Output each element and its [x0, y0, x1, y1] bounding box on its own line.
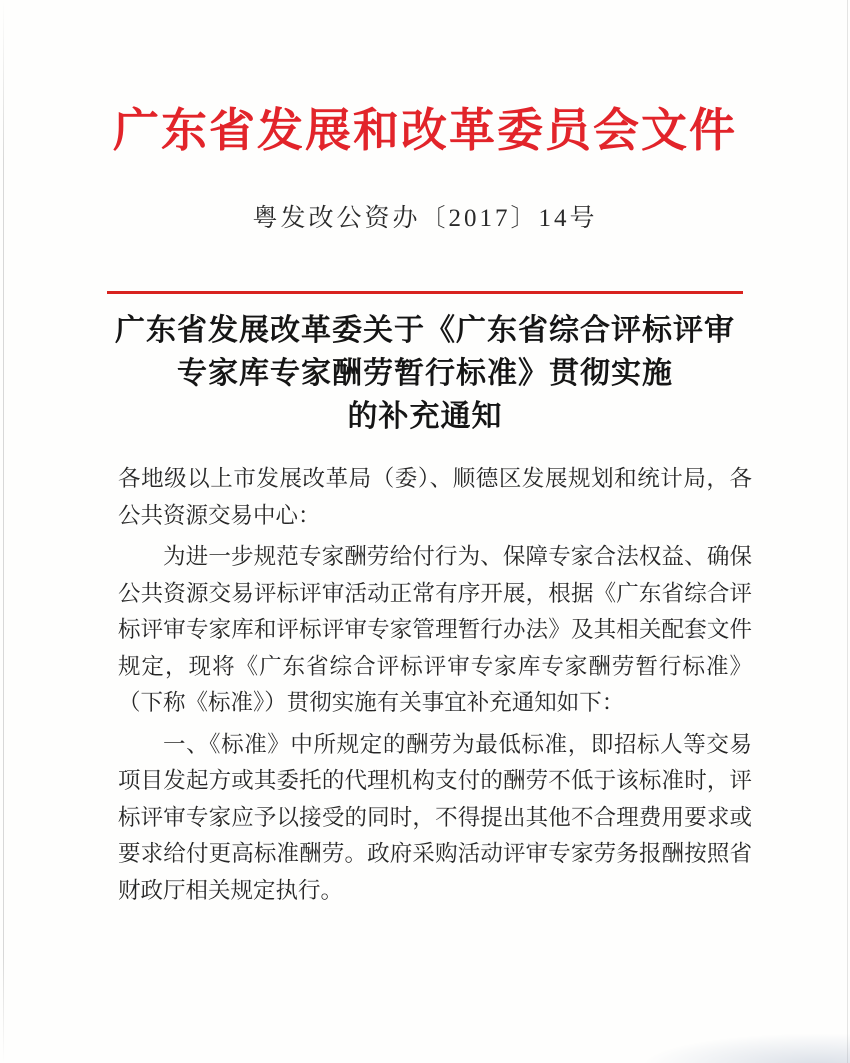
- scan-corner-smudge: [640, 1033, 850, 1063]
- document-body: [118, 461, 752, 909]
- scan-edge-right: [847, 0, 848, 1063]
- notice-title-line: 广东省发展改革委关于《广东省综合评标评审: [115, 314, 735, 347]
- agency-header-title: 广东省发展和改革委员会文件: [113, 105, 737, 156]
- scan-edge-left: [3, 0, 4, 1063]
- red-divider-line: [107, 291, 743, 294]
- body-paragraph: 一、《标准》中所规定的酬劳为最低标准，即招标人等交易项目发起方或其委托的代理机构支付的酬劳不低于该标准时，评标评审专家应予以接受的同时，不得提出其他不合理费用要求或要求给付更高标准酬劳。政府采购活动评审专家劳务报酬按照省财政厅相关规定执行。: [118, 731, 752, 903]
- body-paragraph: 为进一步规范专家酬劳给付行为、保障专家合法权益、确保公共资源交易评标评审活动正常有序开展，根据《广东省综合评标评审专家库和评标评审专家管理暂行办法》及其相关配套文件规定，现将《广东省综合评标评审专家库专家酬劳暂行标准》（下称《标准》）贯彻实施有关事宜补充通知如下：: [118, 544, 752, 715]
- notice-title: [0, 309, 850, 438]
- body-paragraph: 各地级以上市发展改革局（委）、顺德区发展规划和统计局，各公共资源交易中心：: [118, 466, 752, 528]
- notice-title-line: 的补充通知: [347, 400, 503, 433]
- notice-title-line: 专家库专家酬劳暂行标准》贯彻实施: [177, 357, 673, 390]
- document-number: 粤发改公资办〔2017〕14号: [252, 205, 598, 232]
